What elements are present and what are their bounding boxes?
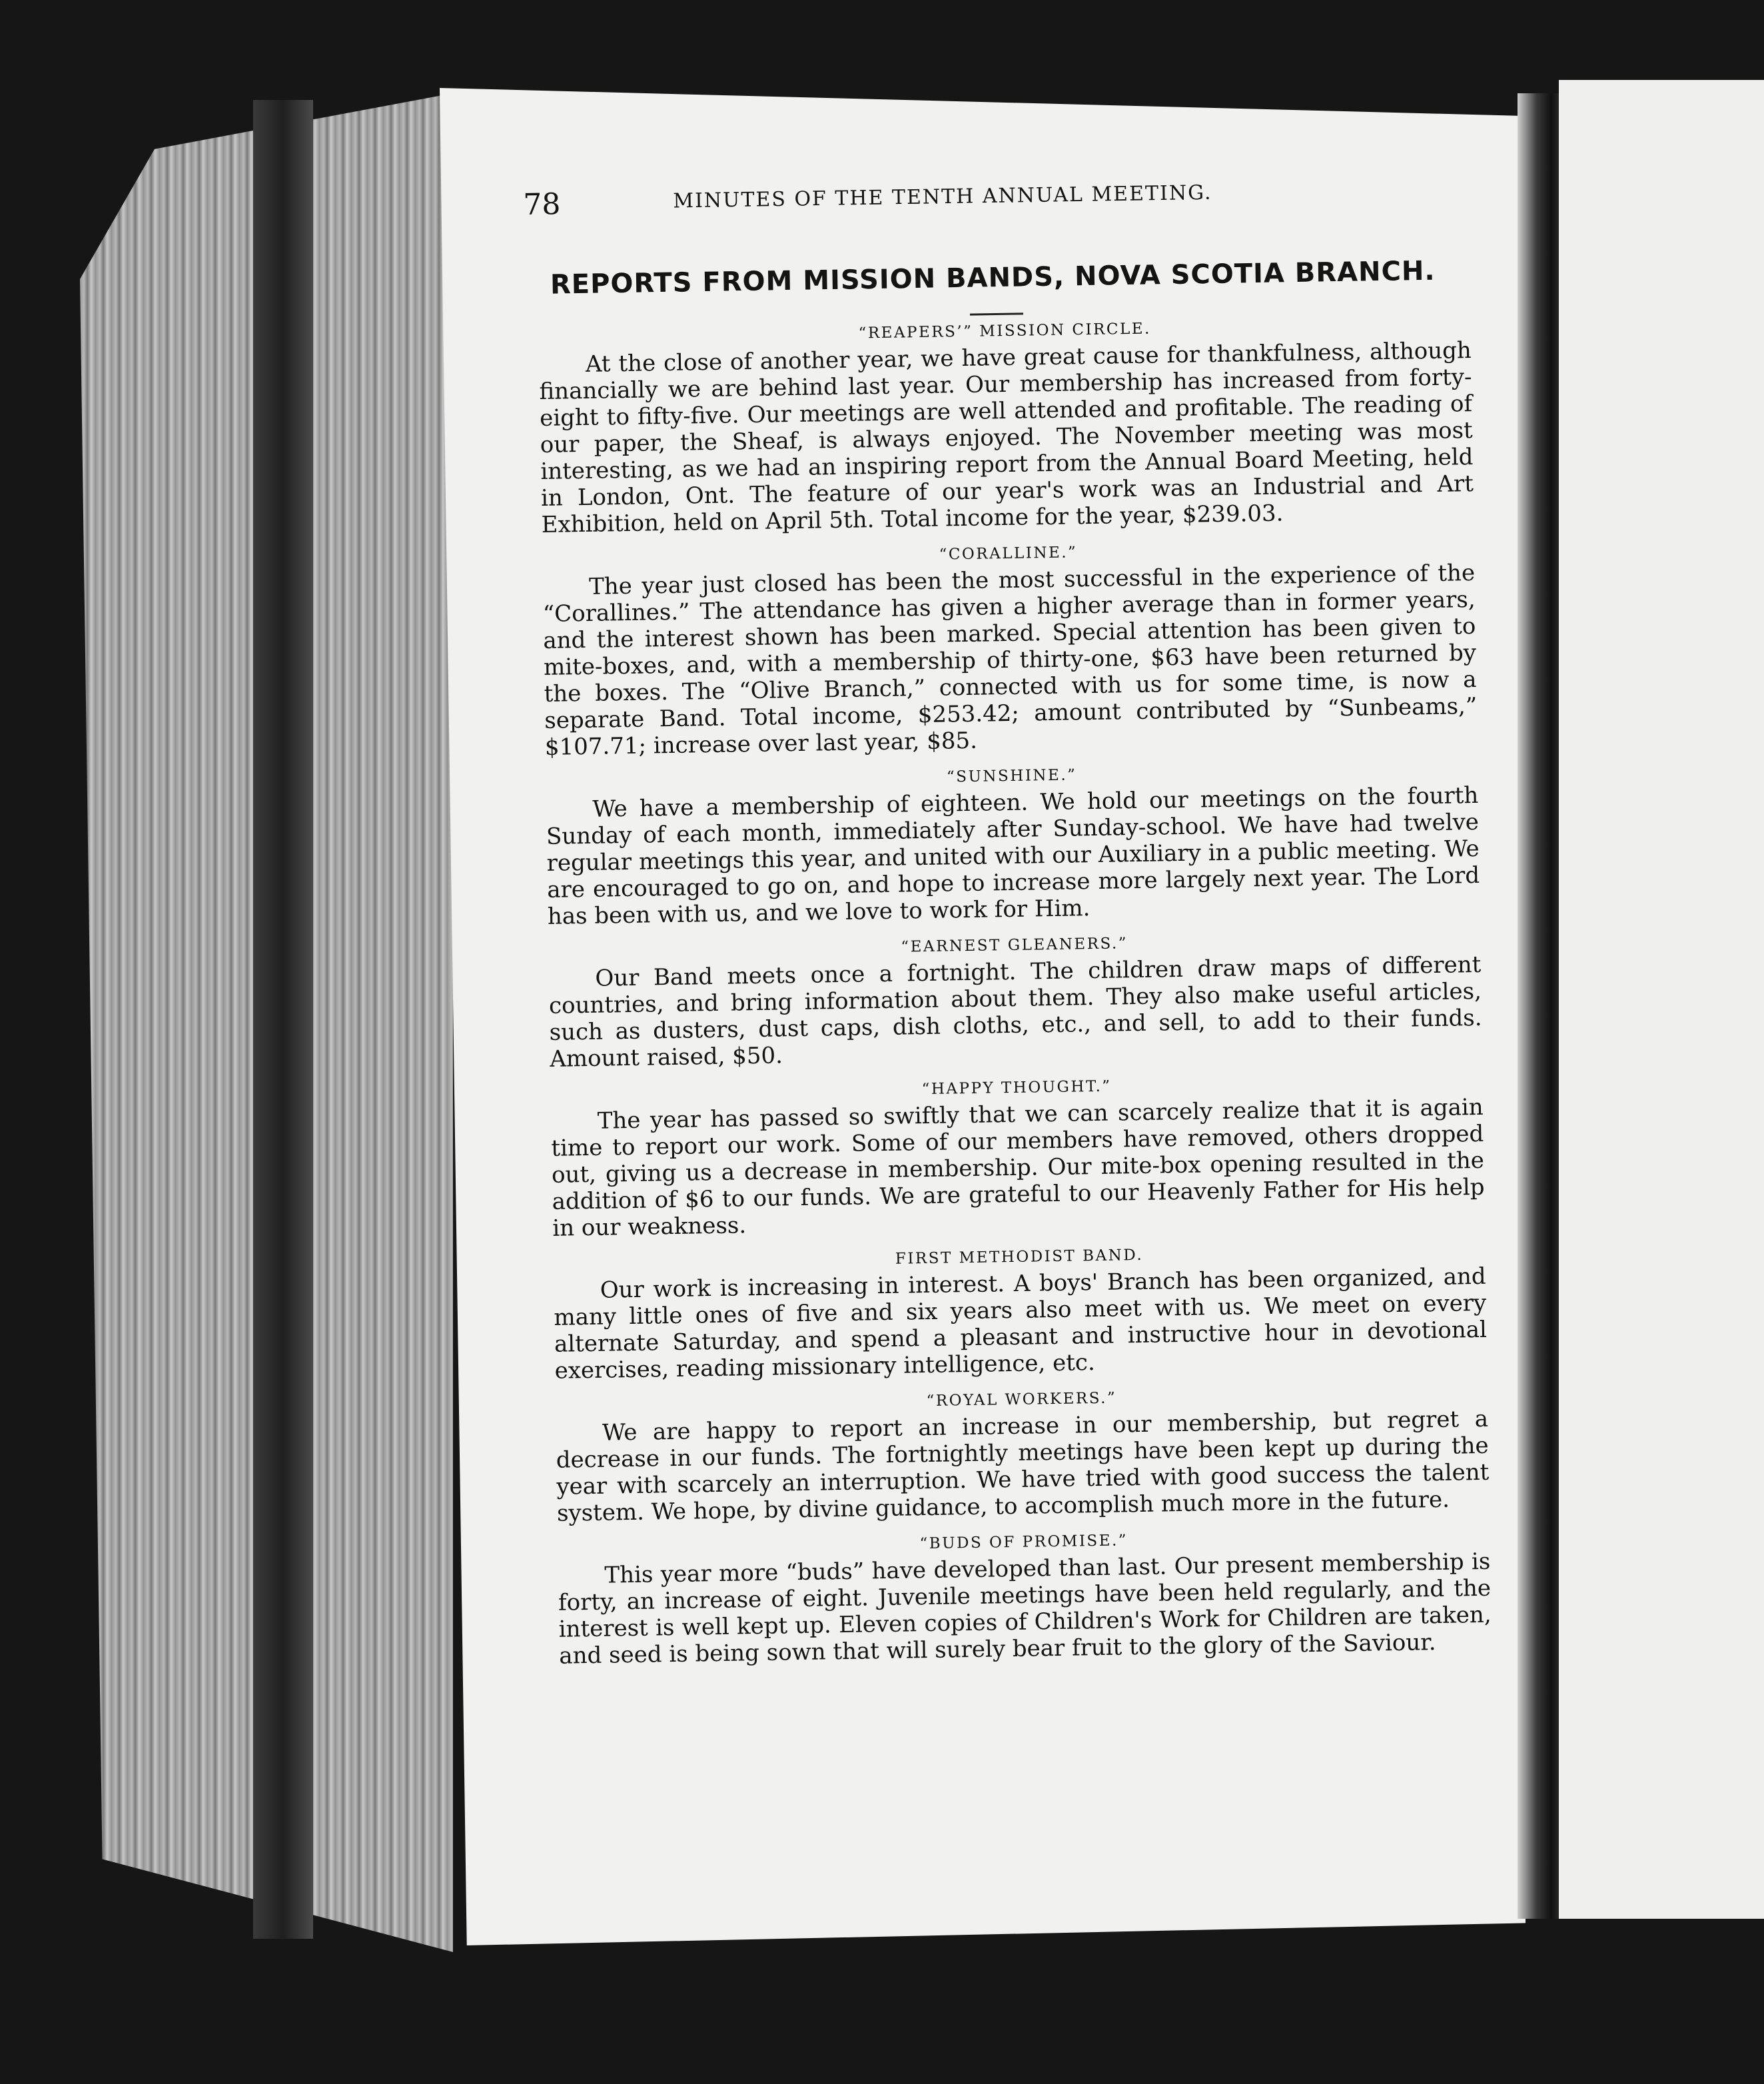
section-text: At the close of another year, we have great cause for thankfulness, although financially we are behind last year. Our membership has increased from forty-eight to fifty-five. Our meetings are well attended and profitable. The reading of our paper, the Sheaf, is always enjoyed. The November meeting was most interesting, as we had an inspiring report from the Annual Board Meeting, held in London, Ont. The feature of our year's work was an Industrial and Art Exhibition, held on April 5th. Total income for the year, $239.03. <box>539 337 1474 538</box>
section-heading: “CORALLINE.” <box>939 544 1078 564</box>
report-section <box>555 1379 1490 1527</box>
section-text: We are happy to report an increase in our membership, but regret a decrease in our funds. The fortnightly meetings have been kept up during the year with scarcely an interruption. We have tried with good success the talent system. We hope, by divine guidance, to accomplish much more in the future. <box>556 1405 1490 1527</box>
section-text: The year just closed has been the most successful in the experience of the “Corallines.” The attendance has given a higher average than in former years, and the interest shown has been marked. Special attention has been given to mite-boxes, and, with a membership of thirty-one, $63 have been returned by the boxes. The “Olive Branch,” connected with us for some time, is now a separate Band. Total income, $253.42; amount contributed by “Sunbeams,” $107.71; increase over last year, $85. <box>542 559 1478 761</box>
report-section <box>542 533 1478 761</box>
running-head: MINUTES OF THE TENTH ANNUAL MEETING. <box>673 181 1212 213</box>
section-text: Our Band meets once a fortnight. The children draw maps of different countries, and bring information about them. They also make useful articles, such as dusters, dust caps, dish cloths, etc., and sell, to add to their funds. Amount raised, $50. <box>548 951 1482 1073</box>
page-number: 78 <box>523 187 561 222</box>
section-text: The year has passed so swiftly that we can scarcely realize that it is again time to report our work. Some of our members have removed, others dropped out, giving us a decrease in membership. Our mite-box opening resulted in the addition of $6 to our funds. We are grateful to our Heavenly Father for His help in our weakness. <box>551 1093 1485 1242</box>
report-section <box>548 925 1482 1073</box>
section-heading: “EARNEST GLEANERS.” <box>901 935 1128 956</box>
section-heading: “ROYAL WORKERS.” <box>926 1389 1117 1410</box>
section-text: This year more “buds” have developed than last. Our present membership is forty, an increase of eight. Juvenile meetings have been held regularly, and the interest is well kept up. Eleven copies of Children's Work for Children are taken, and seed is being sown that will surely bear fruit to the glory of the Saviour. <box>558 1548 1492 1670</box>
main-title: REPORTS FROM MISSION BANDS, NOVA SCOTIA BRANCH. <box>550 255 1436 300</box>
report-section <box>538 310 1474 538</box>
section-heading: FIRST METHODIST BAND. <box>895 1246 1144 1268</box>
report-sections <box>538 310 1492 1679</box>
report-section <box>550 1067 1486 1242</box>
page-header <box>523 175 1336 228</box>
report-section <box>553 1237 1488 1384</box>
report-section <box>545 756 1480 930</box>
section-heading: “SUNSHINE.” <box>946 766 1077 786</box>
section-text: Our work is increasing in interest. A boys' Branch has been organized, and many little ones of five and six years also meet with us. We meet on every alternate Saturday, and spend a pleasant and instructive hour in devotional exercises, reading missionary intelligence, etc. <box>554 1263 1488 1384</box>
section-text: We have a membership of eighteen. We hold our meetings on the fourth Sunday of each month, immediately after Sunday-school. We have had twelve regular meetings this year, and united with our Auxiliary in a public meeting. We are encouraged to go on, and hope to increase more largely next year. The Lord has been with us, and we love to work for Him. <box>546 782 1480 930</box>
title-rule <box>970 312 1023 315</box>
section-heading: “HAPPY THOUGHT.” <box>921 1077 1112 1099</box>
section-heading: “BUDS OF PROMISE.” <box>919 1532 1128 1553</box>
report-section <box>558 1522 1492 1670</box>
section-heading: “REAPERS’” MISSION CIRCLE. <box>858 320 1152 342</box>
